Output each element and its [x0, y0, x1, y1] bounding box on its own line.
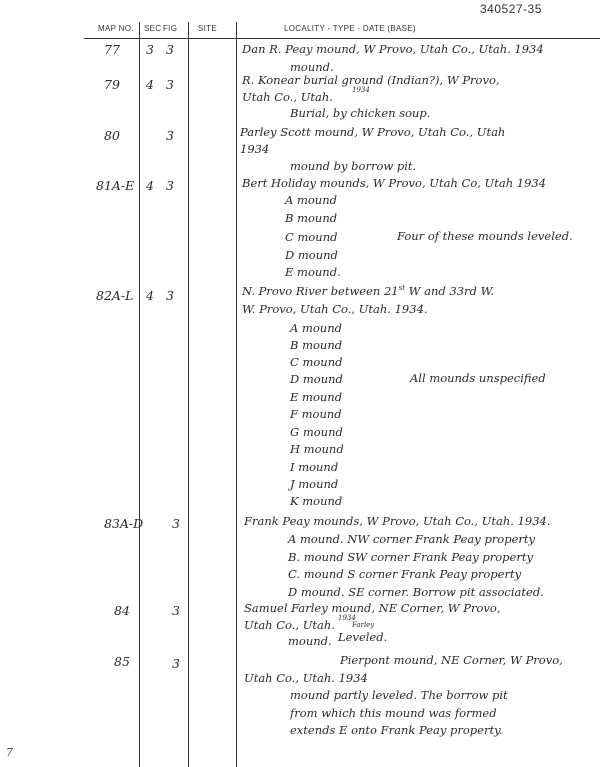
mound-line: C. mound S corner Frank Peay property	[288, 567, 522, 581]
map-number: 84	[114, 603, 130, 618]
locality-line: Bert Holiday mounds, W Provo, Utah Co, Utah 1934	[242, 176, 547, 190]
locality-line: N. Provo River between 21st W and 33rd W.	[242, 284, 495, 298]
mound-line: D mound	[285, 248, 338, 262]
map-number: 80	[104, 128, 120, 143]
section-number: 4	[146, 77, 154, 92]
section-number: 4	[146, 288, 154, 303]
mound-line: E mound.	[285, 265, 341, 279]
mound-line: B mound	[290, 338, 343, 352]
locality-line: mound partly leveled. The borrow pit	[290, 688, 508, 702]
locality-line: Frank Peay mounds, W Provo, Utah Co., Utah. 1934.	[244, 514, 551, 528]
locality-line: 1934	[240, 142, 270, 156]
map-number: 85	[114, 654, 130, 669]
locality-line: Parley Scott mound, W Provo, Utah Co., Utah	[240, 125, 506, 139]
figure-number: 3	[166, 42, 174, 57]
locality-line: Utah Co., Utah. 1934	[244, 671, 368, 685]
locality-line: Leveled.	[338, 630, 388, 644]
mound-line: K mound	[290, 494, 343, 508]
map-number: 77	[104, 42, 120, 57]
locality-line: Samuel Farley mound, NE Corner, W Provo,	[244, 601, 501, 615]
mound-line: E mound	[290, 390, 343, 404]
locality-line: R. Konear burial ground (Indian?), W Provo,	[242, 73, 500, 87]
section-number: 4	[146, 178, 154, 193]
header-rule	[84, 38, 600, 39]
mound-line: B. mound SW corner Frank Peay property	[288, 550, 533, 564]
locality-line: mound.	[290, 60, 334, 74]
mound-line: C mound	[285, 230, 338, 244]
locality-line: from which this mound was formed	[290, 706, 497, 720]
map-number: 83A-D	[104, 516, 144, 531]
column-rule	[188, 22, 189, 767]
mound-line: A mound	[290, 321, 342, 335]
header-fig: FIG	[163, 24, 178, 33]
mound-line: D mound	[290, 372, 343, 386]
figure-number: 3	[166, 128, 174, 143]
mound-line: B mound	[285, 211, 338, 225]
figure-number: 3	[172, 516, 180, 531]
mound-line: A mound. NW corner Frank Peay property	[288, 532, 536, 546]
locality-line: Utah Co., Utah.	[242, 90, 333, 104]
figure-number: 3	[166, 288, 174, 303]
mound-line: F mound	[290, 407, 342, 421]
mound-line: C mound	[290, 355, 343, 369]
document-id: 340527-35	[480, 2, 542, 16]
mound-line: J mound	[290, 477, 339, 491]
header-site: SITE	[198, 24, 217, 33]
mound-line: I mound	[290, 460, 339, 474]
locality-line: Dan R. Peay mound, W Provo, Utah Co., Utah. 1934	[242, 42, 544, 56]
column-rule	[236, 22, 237, 767]
entry-note: All mounds unspecified	[410, 371, 546, 385]
locality-line: extends E onto Frank Peay property.	[290, 723, 503, 737]
insertion-note: Farley	[352, 621, 375, 629]
column-rule	[139, 22, 140, 767]
header-map-no: MAP NO.	[98, 24, 134, 33]
mound-line: H mound	[290, 442, 344, 456]
figure-number: 3	[172, 603, 180, 618]
mound-line: G mound	[290, 425, 343, 439]
mound-line: A mound	[285, 193, 337, 207]
header-locality: LOCALITY - TYPE - DATE (BASE)	[284, 24, 416, 33]
header-sec: SEC	[144, 24, 162, 33]
locality-line: Burial, by chicken soup.	[290, 106, 431, 120]
map-number: 82A-L	[96, 288, 134, 303]
figure-number: 3	[166, 178, 174, 193]
mound-line: D mound. SE corner. Borrow pit associated.	[288, 585, 544, 599]
figure-number: 3	[166, 77, 174, 92]
locality-line: W. Provo, Utah Co., Utah. 1934.	[242, 302, 428, 316]
locality-line: mound.	[288, 634, 332, 648]
date-note: 1934	[352, 86, 370, 94]
locality-line: Pierpont mound, NE Corner, W Provo,	[340, 653, 563, 667]
section-number: 3	[146, 42, 154, 57]
entry-note: Four of these mounds leveled.	[397, 229, 573, 243]
locality-line: Utah Co., Utah.	[244, 618, 335, 632]
locality-line: mound by borrow pit.	[290, 159, 417, 173]
margin-mark: 7	[6, 746, 13, 759]
date-note: 1934	[338, 614, 356, 622]
figure-number: 3	[172, 656, 180, 671]
map-number: 81A-E	[96, 178, 135, 193]
map-number: 79	[104, 77, 120, 92]
